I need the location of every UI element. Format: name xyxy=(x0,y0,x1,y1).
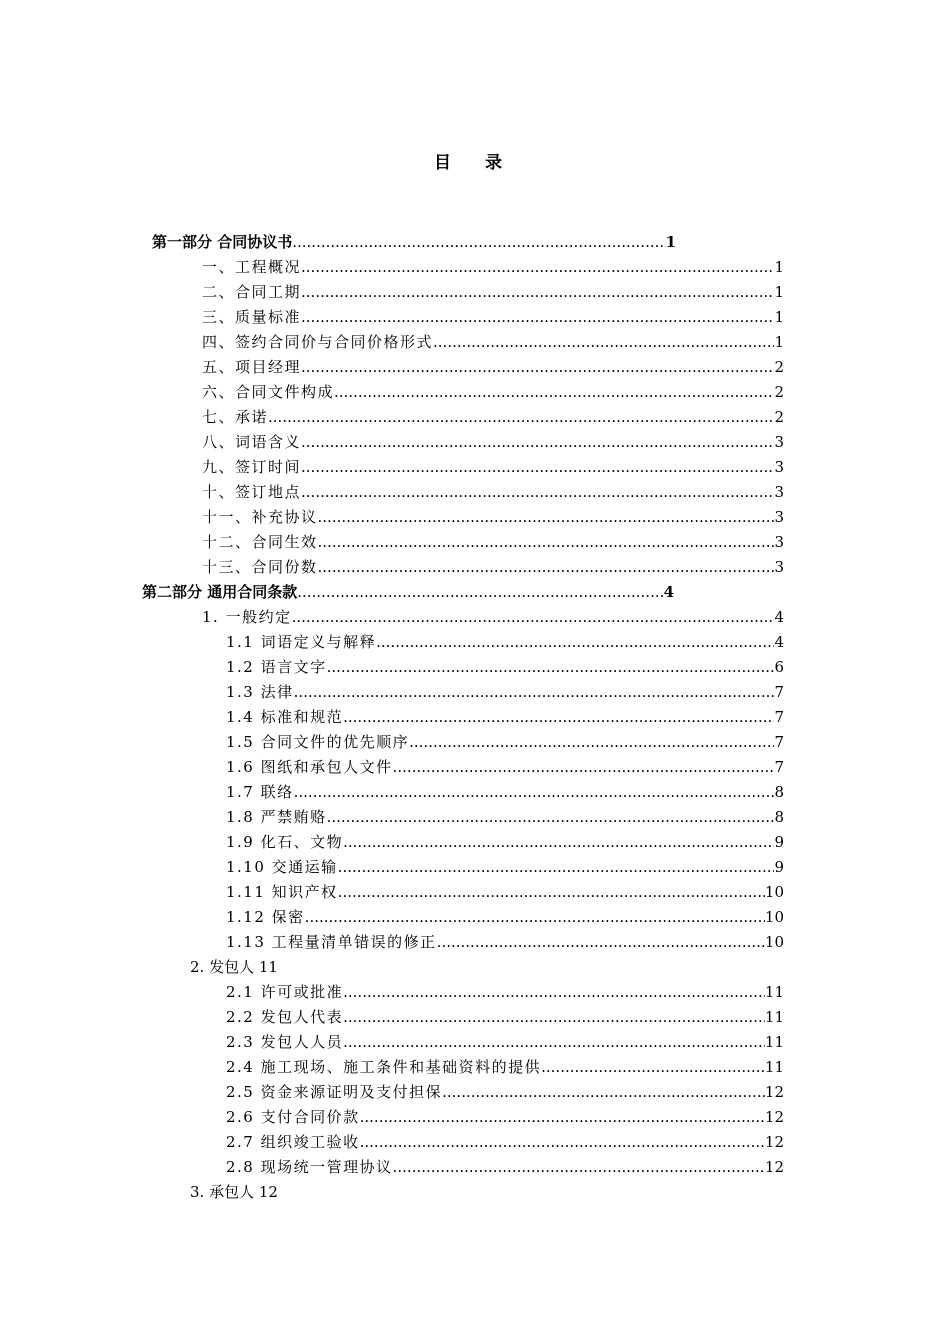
toc-entry-label: 一、工程概况 xyxy=(202,258,302,276)
toc-entry[interactable] xyxy=(202,555,784,579)
toc-entry-label: 2. 发包人 11 xyxy=(190,958,278,976)
toc-entry-label: 十二、合同生效 xyxy=(202,533,318,551)
toc-entry[interactable] xyxy=(226,905,784,929)
toc-leader xyxy=(268,405,774,429)
toc-entry-page: 11 xyxy=(764,1008,784,1026)
toc-entry[interactable] xyxy=(202,330,784,354)
toc-entry-page: 3 xyxy=(774,508,784,526)
toc-entry-label: 1.7 联络 xyxy=(226,783,294,801)
toc-leader xyxy=(305,905,765,929)
toc-leader xyxy=(327,655,775,679)
toc-entry[interactable] xyxy=(202,355,784,379)
toc-entry[interactable] xyxy=(226,1005,784,1029)
toc-entry-label: 十三、合同份数 xyxy=(202,558,318,576)
toc-entry-page: 11 xyxy=(764,1033,784,1051)
toc-leader xyxy=(301,305,774,329)
toc-entry-page: 7 xyxy=(774,708,784,726)
toc-entry[interactable] xyxy=(226,855,784,879)
toc-entry-label: 1.5 合同文件的优先顺序 xyxy=(226,733,410,751)
toc-entry-label: 1.2 语言文字 xyxy=(226,658,327,676)
toc-entry-label: 2.3 发包人人员 xyxy=(226,1033,344,1051)
toc-entry-label: 2.7 组织竣工验收 xyxy=(226,1133,360,1151)
toc-entry-page: 1 xyxy=(665,233,676,251)
toc-entry-label: 3. 承包人 12 xyxy=(190,1183,278,1201)
toc-entry[interactable] xyxy=(202,480,784,504)
toc-entry-label: 2.5 资金来源证明及支付担保 xyxy=(226,1083,443,1101)
toc-entry-label: 2.2 发包人代表 xyxy=(226,1008,344,1026)
toc-entry-page: 4 xyxy=(774,608,784,626)
toc-entry-label: 四、签约合同价与合同价格形式 xyxy=(202,333,434,351)
toc-entry-page: 7 xyxy=(774,733,784,751)
toc-entry[interactable] xyxy=(202,380,784,404)
toc-leader xyxy=(301,430,774,454)
toc-leader xyxy=(301,280,774,304)
toc-entry-label: 2.1 许可或批准 xyxy=(226,983,344,1001)
toc-leader xyxy=(301,255,774,279)
toc-entry-label: 第一部分 合同协议书 xyxy=(152,233,293,251)
toc-entry-label: 三、质量标准 xyxy=(202,308,302,326)
toc-entry-page: 3 xyxy=(774,483,784,501)
toc-entry[interactable] xyxy=(202,505,784,529)
toc-entry-label: 1.6 图纸和承包人文件 xyxy=(226,758,393,776)
toc-entry-part-1[interactable] xyxy=(152,230,676,254)
toc-entry[interactable] xyxy=(226,630,784,654)
toc-entry-page: 2 xyxy=(774,408,784,426)
toc-entry[interactable] xyxy=(202,280,784,304)
toc-entry-chapter[interactable] xyxy=(190,1180,490,1204)
toc-entry-page: 3 xyxy=(774,558,784,576)
toc-leader xyxy=(376,630,774,654)
toc-entry-label: 第二部分 通用合同条款 xyxy=(142,583,298,601)
toc-entry[interactable] xyxy=(202,255,784,279)
toc-entry-page: 7 xyxy=(774,683,784,701)
toc-entry[interactable] xyxy=(226,1130,784,1154)
toc-entry[interactable] xyxy=(202,305,784,329)
toc-entry[interactable] xyxy=(226,980,784,1004)
toc-entry-label: 1.10 交通运输 xyxy=(226,858,338,876)
toc-entry-label: 七、承诺 xyxy=(202,408,269,426)
toc-entry[interactable] xyxy=(226,655,784,679)
toc-leader xyxy=(442,1080,765,1104)
toc-entry-page: 6 xyxy=(774,658,784,676)
toc-entry-label: 十、签订地点 xyxy=(202,483,302,501)
toc-entry[interactable] xyxy=(226,780,784,804)
toc-entry-page: 1 xyxy=(774,258,784,276)
toc-leader xyxy=(433,330,774,354)
toc-entry-page: 7 xyxy=(774,758,784,776)
toc-entry[interactable] xyxy=(202,455,784,479)
toc-entry-page: 10 xyxy=(764,933,784,951)
toc-entry-label: 1.12 保密 xyxy=(226,908,305,926)
toc-entry-label: 1. 一般约定 xyxy=(202,608,292,626)
toc-entry-page: 11 xyxy=(764,983,784,1001)
toc-entry[interactable] xyxy=(226,680,784,704)
toc-entry-page: 9 xyxy=(774,858,784,876)
toc-leader xyxy=(343,1005,765,1029)
toc-leader xyxy=(318,505,775,529)
toc-entry-label: 1.4 标准和规范 xyxy=(226,708,344,726)
toc-entry[interactable] xyxy=(226,755,784,779)
toc-entry-page: 3 xyxy=(774,433,784,451)
toc-leader xyxy=(294,780,775,804)
toc-leader xyxy=(338,880,765,904)
toc-entry[interactable] xyxy=(226,730,784,754)
toc-entry-label: 二、合同工期 xyxy=(202,283,302,301)
toc-entry[interactable] xyxy=(226,805,784,829)
toc-entry-page: 12 xyxy=(764,1158,784,1176)
toc-leader xyxy=(318,555,775,579)
toc-entry-label: 六、合同文件构成 xyxy=(202,383,335,401)
toc-entry-page: 8 xyxy=(774,808,784,826)
toc-leader xyxy=(360,1105,765,1129)
toc-entry-page: 4 xyxy=(774,633,784,651)
toc-leader xyxy=(360,1130,765,1154)
toc-entry[interactable] xyxy=(226,1105,784,1129)
toc-leader xyxy=(437,930,765,954)
toc-entry-label: 1.9 化石、文物 xyxy=(226,833,344,851)
toc-entry-page: 2 xyxy=(774,383,784,401)
toc-leader xyxy=(343,830,774,854)
toc-entry[interactable] xyxy=(202,405,784,429)
toc-leader xyxy=(334,380,774,404)
toc-entry-page: 8 xyxy=(774,783,784,801)
toc-entry-label: 八、词语含义 xyxy=(202,433,302,451)
toc-entry-label: 1.1 词语定义与解释 xyxy=(226,633,377,651)
toc-entry-page: 3 xyxy=(774,458,784,476)
toc-entry-label: 2.6 支付合同价款 xyxy=(226,1108,360,1126)
toc-leader xyxy=(393,755,775,779)
toc-entry-page: 1 xyxy=(774,333,784,351)
toc-entry-label: 2.4 施工现场、施工条件和基础资料的提供 xyxy=(226,1058,542,1076)
toc-entry[interactable] xyxy=(226,1155,784,1179)
toc-entry[interactable] xyxy=(226,1080,784,1104)
toc-entry-label: 1.11 知识产权 xyxy=(226,883,338,901)
toc-leader xyxy=(297,580,663,604)
toc-entry-page: 10 xyxy=(764,908,784,926)
toc-leader xyxy=(338,855,775,879)
toc-entry-page: 12 xyxy=(764,1133,784,1151)
toc-leader xyxy=(343,705,774,729)
toc-leader xyxy=(292,230,665,254)
toc-leader xyxy=(301,355,774,379)
toc-leader xyxy=(318,530,775,554)
toc-entry-page: 12 xyxy=(764,1108,784,1126)
toc-entry-label: 1.8 严禁贿赂 xyxy=(226,808,327,826)
toc-leader xyxy=(393,1155,765,1179)
toc-leader xyxy=(294,680,775,704)
toc-entry[interactable] xyxy=(226,1055,784,1079)
toc-leader xyxy=(343,1030,765,1054)
toc-entry[interactable] xyxy=(226,1030,784,1054)
toc-entry-page: 3 xyxy=(774,533,784,551)
toc-leader xyxy=(541,1055,765,1079)
toc-entry[interactable] xyxy=(202,530,784,554)
toc-entry-label: 十一、补充协议 xyxy=(202,508,318,526)
toc-leader xyxy=(343,980,765,1004)
toc-leader xyxy=(301,480,774,504)
toc-title: 目 录 xyxy=(434,153,516,173)
toc-entry-page: 1 xyxy=(774,308,784,326)
toc-entry-label: 2.8 现场统一管理协议 xyxy=(226,1158,393,1176)
toc-entry[interactable] xyxy=(226,705,784,729)
toc-entry-label: 五、项目经理 xyxy=(202,358,302,376)
toc-entry-label: 1.3 法律 xyxy=(226,683,294,701)
toc-entry-label: 1.13 工程量清单错误的修正 xyxy=(226,933,437,951)
toc-entry[interactable] xyxy=(226,830,784,854)
toc-entry-part-2[interactable] xyxy=(142,580,674,604)
toc-entry-page: 1 xyxy=(774,283,784,301)
toc-entry-label: 九、签订时间 xyxy=(202,458,302,476)
toc-entry-chapter[interactable] xyxy=(190,955,490,979)
toc-leader xyxy=(327,805,775,829)
toc-leader xyxy=(301,455,774,479)
toc-entry[interactable] xyxy=(226,930,784,954)
toc-leader xyxy=(409,730,774,754)
toc-entry-page: 4 xyxy=(663,583,674,601)
toc-entry-page: 12 xyxy=(764,1083,784,1101)
toc-entry[interactable] xyxy=(226,880,784,904)
toc-entry-page: 10 xyxy=(764,883,784,901)
toc-entry[interactable] xyxy=(202,605,784,629)
toc-entry-page: 2 xyxy=(774,358,784,376)
toc-entry-page: 11 xyxy=(764,1058,784,1076)
toc-leader xyxy=(292,605,775,629)
toc-entry-page: 9 xyxy=(774,833,784,851)
toc-entry[interactable] xyxy=(202,430,784,454)
